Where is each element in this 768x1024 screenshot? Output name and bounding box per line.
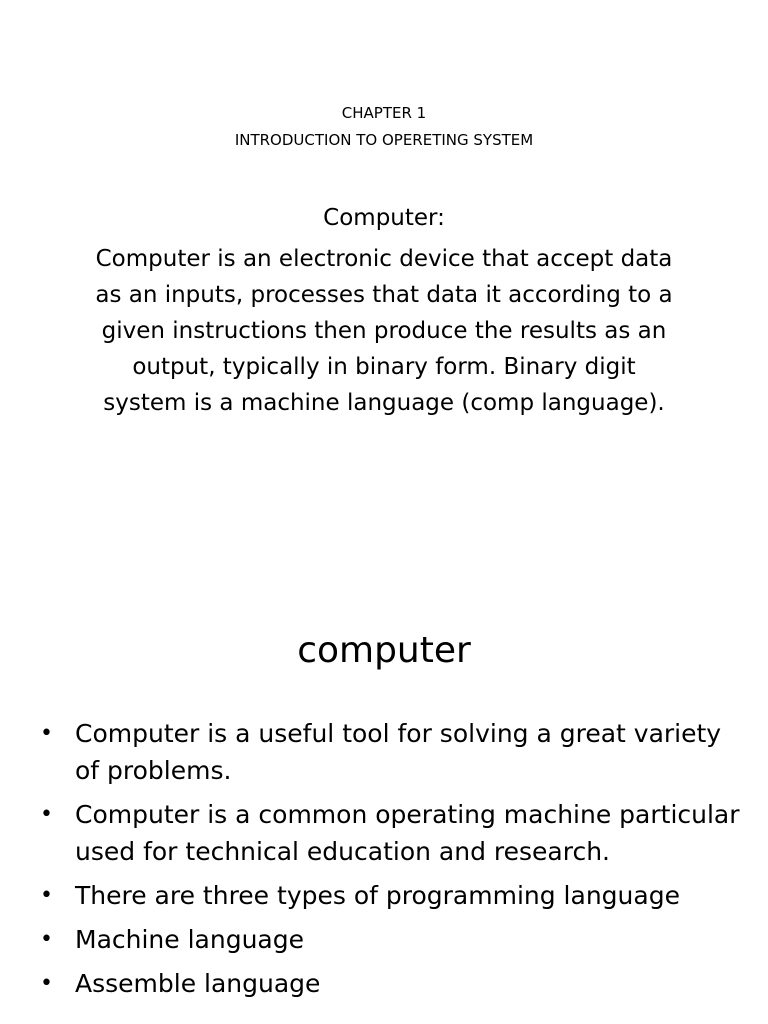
bullet-item [40, 877, 740, 914]
bullet-item [40, 921, 740, 958]
bullet-icon: • [40, 721, 53, 746]
bullet-item [40, 796, 740, 870]
slide-2 [0, 512, 768, 1024]
bullet-item [40, 715, 740, 789]
slide-title: computer [297, 630, 471, 671]
definition-body: Computer is an electronic device that accept data as an inputs, processes that data it according to a given instructions then produce the results as an output, typically in binary form. Binary digit system is a machine language (comp language). [95, 246, 673, 416]
bullet-list [40, 715, 740, 1009]
bullet-text: There are three types of programming language [75, 881, 680, 910]
chapter-label: CHAPTER 1 [341, 104, 427, 122]
definition-heading: Computer: [323, 205, 445, 231]
bullet-icon: • [40, 927, 53, 952]
chapter-title: INTRODUCTION TO OPERETING SYSTEM [234, 131, 534, 149]
bullet-icon: • [40, 802, 53, 827]
bullet-text: Computer is a useful tool for solving a great variety of problems. [75, 719, 722, 785]
bullet-text: Machine language [75, 925, 304, 954]
bullet-text: Assemble language [75, 969, 321, 998]
bullet-text: Computer is a common operating machine particular used for technical education and research. [75, 800, 740, 866]
bullet-icon: • [40, 883, 53, 908]
bullet-item [40, 965, 740, 1002]
bullet-icon: • [40, 971, 53, 996]
